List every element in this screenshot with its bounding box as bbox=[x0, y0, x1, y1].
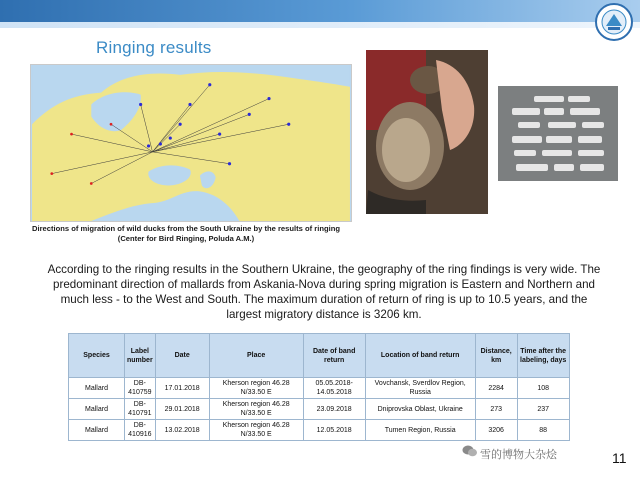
table-cell: DB-410916 bbox=[125, 420, 156, 441]
table-cell: Mallard bbox=[69, 378, 125, 399]
results-paragraph: According to the ringing results in the Southern Ukraine, the geography of the ring findings is very wide. The predominant direction of mallards from Askania-Nova during spring migration is Eastern and Northern and much less - to the West and South. The maximum duration of return of ring is up to 10.5 years, and the largest migratory distance is 3206 km. bbox=[47, 263, 601, 321]
table-header-cell: Location of band return bbox=[365, 334, 475, 378]
table-header-cell: Place bbox=[209, 334, 303, 378]
table-cell: Tumen Region, Russia bbox=[365, 420, 475, 441]
table-header-cell: Species bbox=[69, 334, 125, 378]
table-cell: 17.01.2018 bbox=[155, 378, 209, 399]
table-cell: 273 bbox=[475, 399, 517, 420]
table-cell: Vovchansk, Sverdlov Region, Russia bbox=[365, 378, 475, 399]
table-cell: Mallard bbox=[69, 420, 125, 441]
table-header-cell: Time after the labeling, days bbox=[517, 334, 569, 378]
slide-title: Ringing results bbox=[96, 38, 212, 57]
table-row bbox=[69, 378, 570, 399]
table-cell: DB-410759 bbox=[125, 378, 156, 399]
table-cell: Kherson region 46.28 N/33.50 E bbox=[209, 420, 303, 441]
header-band bbox=[0, 0, 640, 22]
table-cell: 05.05.2018-14.05.2018 bbox=[303, 378, 365, 399]
map-caption bbox=[6, 224, 366, 244]
mallard-photo bbox=[366, 50, 488, 214]
migration-map bbox=[30, 64, 352, 222]
table-header-cell: Date bbox=[155, 334, 209, 378]
table-cell: 29.01.2018 bbox=[155, 399, 209, 420]
wechat-logo-icon bbox=[462, 444, 478, 458]
table-cell: DB-410791 bbox=[125, 399, 156, 420]
table-cell: 12.05.2018 bbox=[303, 420, 365, 441]
header-strip bbox=[0, 22, 640, 28]
watermark-text: 雪的博物大杂烩 bbox=[480, 448, 557, 461]
ringing-table bbox=[68, 333, 570, 441]
table-cell: Kherson region 46.28 N/33.50 E bbox=[209, 378, 303, 399]
map-caption-line1: Directions of migration of wild ducks from the South Ukraine by the results of ringing bbox=[32, 224, 340, 233]
table-cell: 88 bbox=[517, 420, 569, 441]
map-caption-line2: (Center for Bird Ringing, Poluda A.M.) bbox=[117, 234, 255, 243]
table-cell: 108 bbox=[517, 378, 569, 399]
table-header-cell: Label number bbox=[125, 334, 156, 378]
table-cell: 23.09.2018 bbox=[303, 399, 365, 420]
rings-photo bbox=[498, 86, 618, 181]
table-cell: 237 bbox=[517, 399, 569, 420]
table-row bbox=[69, 420, 570, 441]
table-cell: Dniprovska Oblast, Ukraine bbox=[365, 399, 475, 420]
table-header-cell: Distance, km bbox=[475, 334, 517, 378]
university-logo bbox=[594, 2, 634, 42]
table-row bbox=[69, 399, 570, 420]
table-cell: Mallard bbox=[69, 399, 125, 420]
table-header-row bbox=[69, 334, 570, 378]
table-cell: 2284 bbox=[475, 378, 517, 399]
page-number: 11 bbox=[612, 450, 627, 466]
table-cell: 13.02.2018 bbox=[155, 420, 209, 441]
table-cell: 3206 bbox=[475, 420, 517, 441]
table-cell: Kherson region 46.28 N/33.50 E bbox=[209, 399, 303, 420]
table-header-cell: Date of band return bbox=[303, 334, 365, 378]
